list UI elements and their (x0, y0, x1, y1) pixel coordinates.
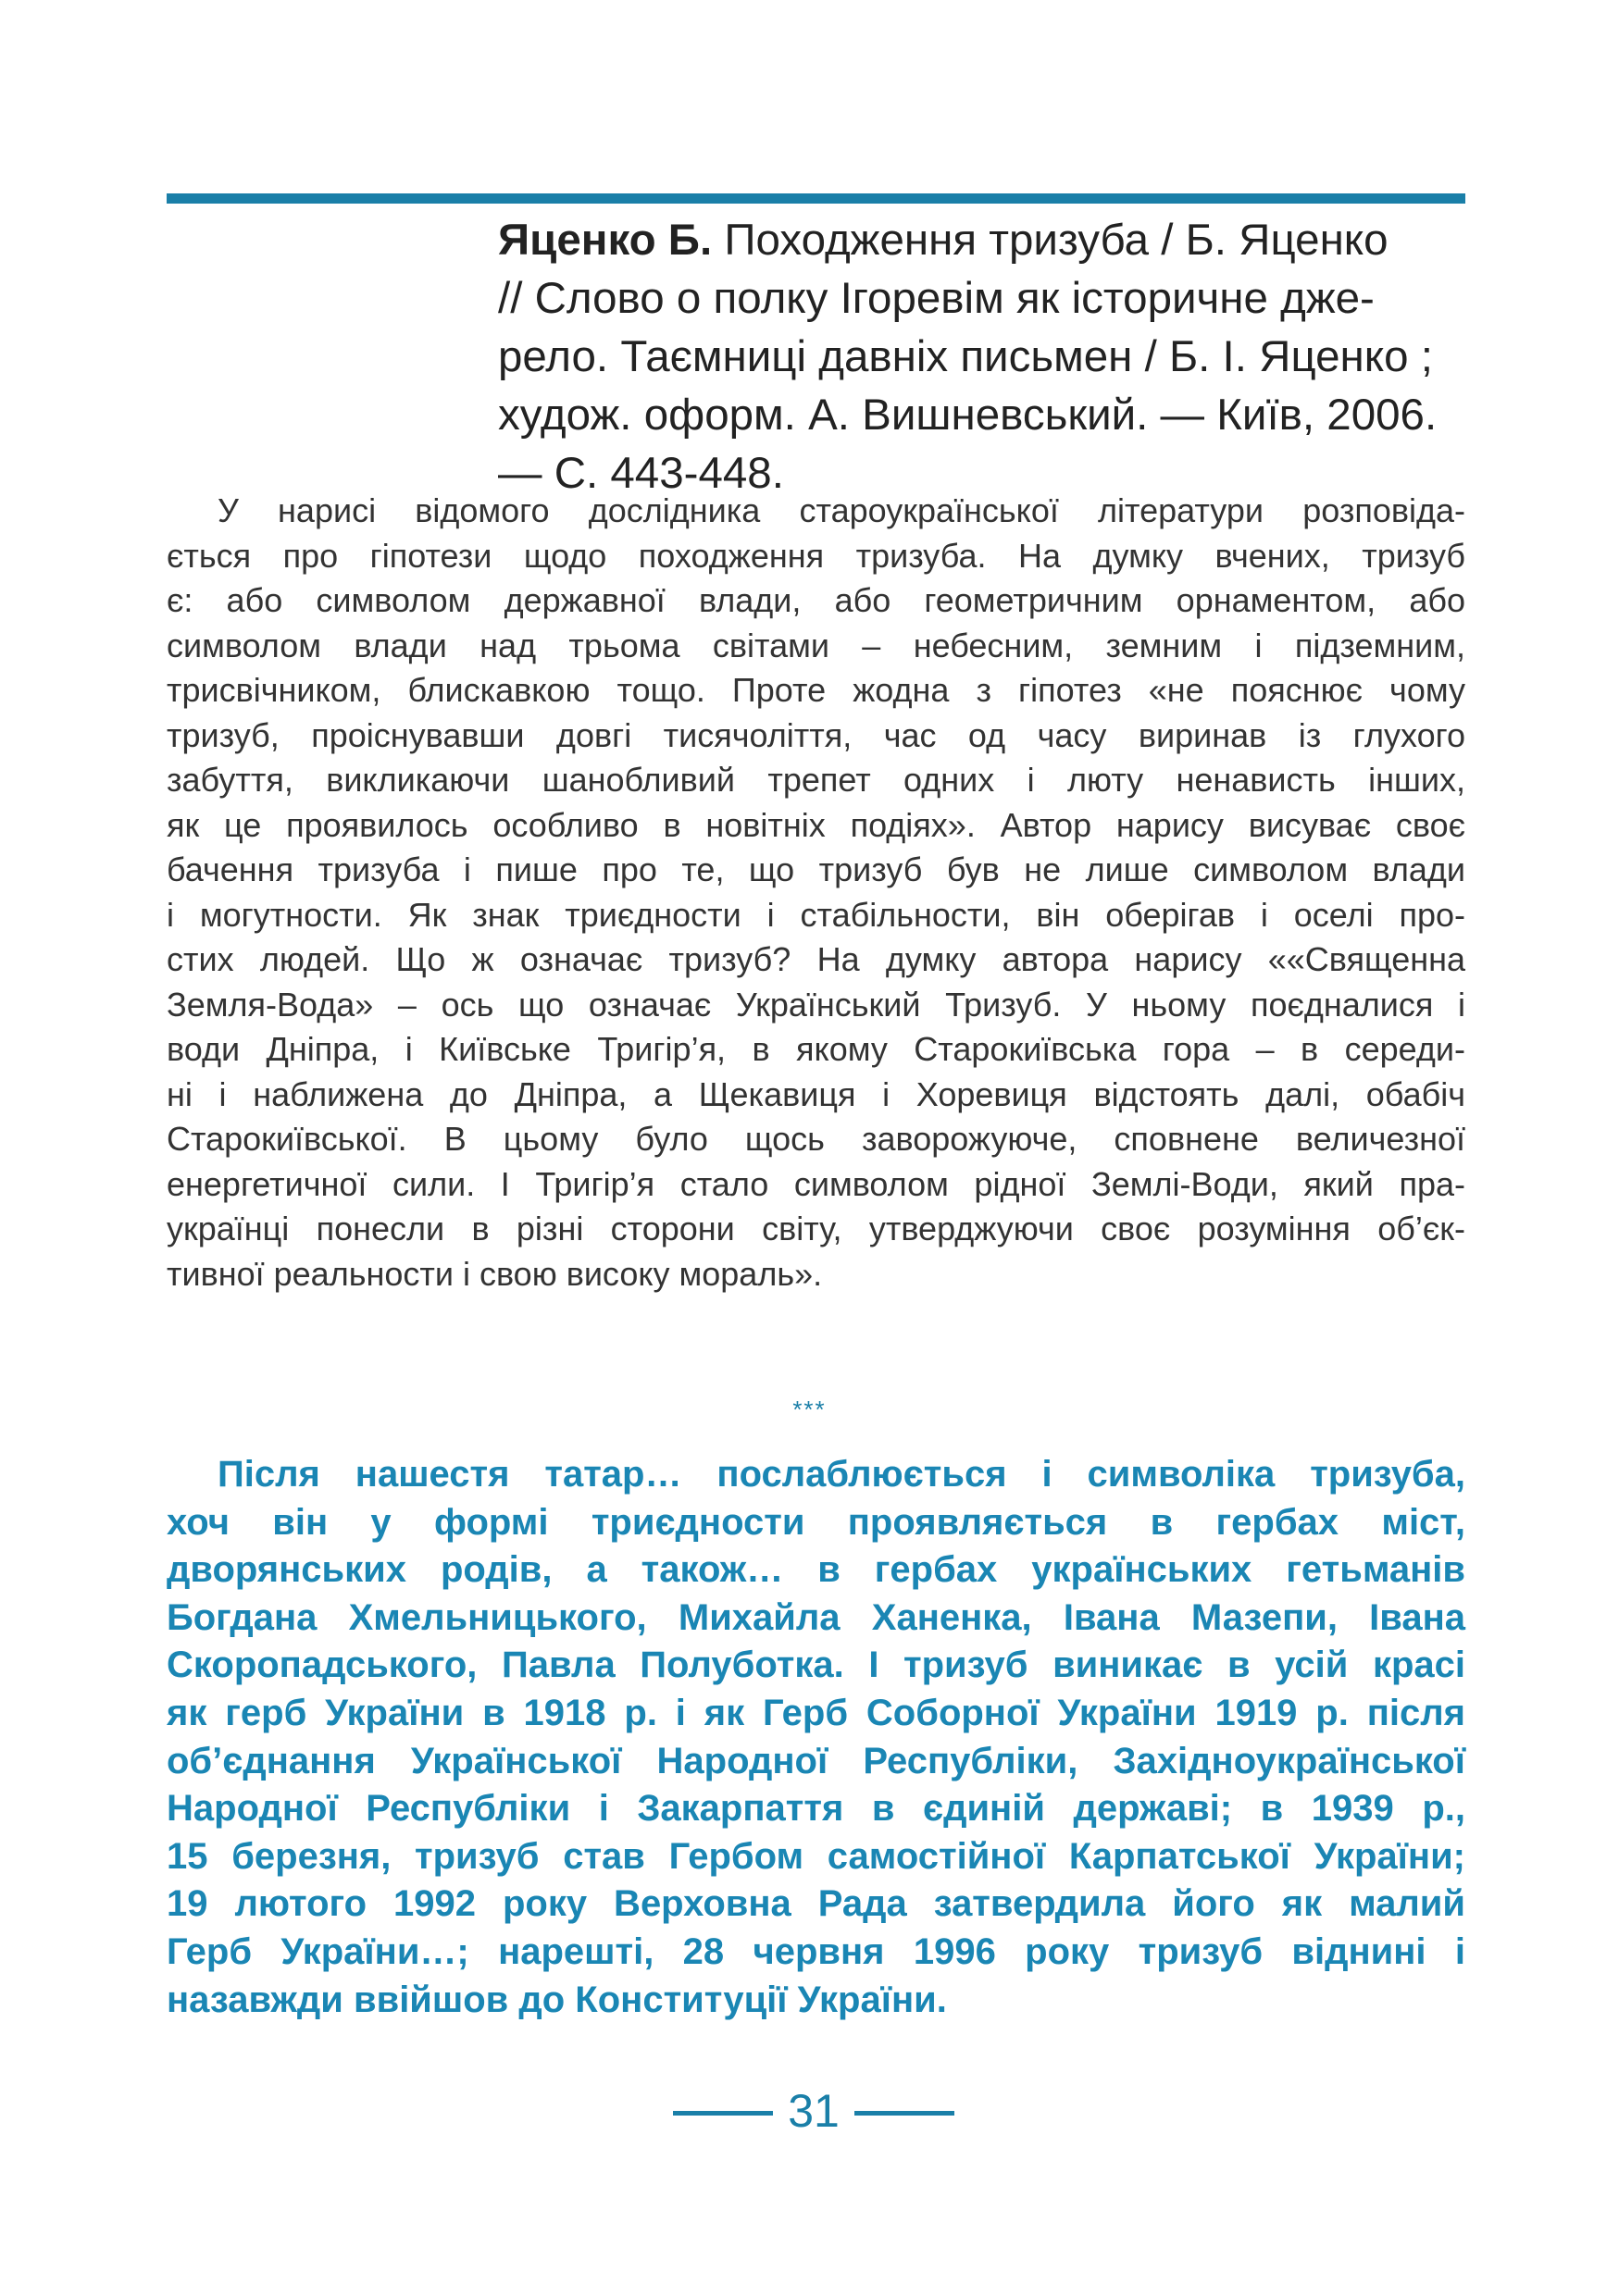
quote-line: Скоропадського, Павла Полуботка. І тризуб виникає в усій красі (167, 1644, 1465, 1686)
page-footer (0, 2079, 1619, 2143)
quote-line: хоч він у формі триєдности проявляється в гербах міст, (167, 1501, 1465, 1543)
quote-line: Народної Республіки і Закарпаття в єдиній державі; в 1939 р., (167, 1788, 1465, 1830)
abstract-line: тризуб, проіснувавши довгі тисячоліття, час од часу виринав із глухого (167, 715, 1465, 754)
abstract-line: трисвічником, блискавкою тощо. Проте жодна з гіпотез «не пояснює чому (167, 671, 1465, 709)
quote-line: 19 лютого 1992 року Верховна Рада затвердила його як малий (167, 1883, 1465, 1925)
abstract-line: Старокиївської. В цьому було щось заворожуюче, сповнене величезної (167, 1120, 1465, 1158)
quote-line: Богдана Хмельницького, Михайла Ханенка, Івана Мазепи, Івана (167, 1596, 1465, 1638)
highlighted-quote (167, 1451, 1465, 2024)
quote-line: назавжди ввійшов до Конституції України. (167, 1979, 947, 2020)
section-separator: *** (792, 1396, 827, 1423)
abstract-line: і могутности. Як знак триєдности і стабільности, він оберігав і оселі про- (167, 895, 1465, 934)
citation-author: Яценко Б. (498, 216, 713, 265)
abstract-line: стих людей. Що ж означає тризуб? На думку автора нарису ««Священна (167, 940, 1465, 978)
abstract-line: ється про гіпотези щодо походження тризуба. На думку вчених, тризуб (167, 536, 1465, 575)
quote-line: 15 березня, тризуб став Гербом самостійної Карпатської України; (167, 1835, 1465, 1877)
quote-line: об’єднання Української Народної Республіки, Західноукраїнської (167, 1740, 1465, 1781)
quote-line: дворянських родів, а також… в гербах українських гетьманів (167, 1549, 1465, 1591)
abstract-line: українці понесли в різні сторони світу, утверджуючи своє розуміння об’єк- (167, 1210, 1465, 1247)
abstract-paragraph (167, 489, 1465, 1297)
abstract-line: ні і наближена до Дніпра, а Щекавиця і Хоревиця відстоять далі, обабіч (167, 1074, 1465, 1113)
footer-rule-left (673, 2111, 773, 2116)
citation-line-4: худож. оформ. А. Вишневський. — Київ, 2006. (498, 391, 1438, 440)
top-rule (167, 193, 1465, 204)
abstract-line: тивної реальности і свою високу мораль». (167, 1254, 823, 1293)
abstract-line: символом влади над трьома світами – небесним, земним і підземним, (167, 626, 1465, 664)
abstract-line: енергетичної сили. І Тригір’я стало символом рідної Землі-Води, який пра- (167, 1164, 1465, 1203)
citation-line-3: рело. Таємниці давніх письмен / Б. І. Яценко ; (498, 332, 1433, 381)
quote-line: Герб України…; нарешті, 28 червня 1996 року тризуб віднині і (167, 1930, 1465, 1972)
footer-rule-right (854, 2111, 954, 2116)
abstract-line: забуття, викликаючи шанобливий трепет одних і люту ненависть інших, (167, 761, 1465, 799)
quote-line: як герб України в 1918 р. і як Герб Соборної України 1919 р. після (167, 1692, 1465, 1733)
page-number: 31 (788, 2085, 840, 2137)
abstract-line: Земля-Вода» – ось що означає Український Тризуб. У ньому поєдналися і (167, 985, 1465, 1024)
abstract-line: є: або символом державної влади, або геометричним орнаментом, або (167, 581, 1465, 619)
quote-line: Після нашестя татар… послаблюється і символіка тризуба, (218, 1454, 1465, 1495)
citation-line-2: // Слово о полку Ігоревім як історичне дже- (498, 274, 1375, 323)
abstract-line: води Дніпра, і Київське Тригір’я, в якому Старокиївська гора – в середи- (167, 1030, 1465, 1068)
abstract-line: бачення тризуба і пише про те, що тризуб був не лише символом влади (167, 850, 1465, 888)
citation-line-1 (498, 211, 1479, 269)
citation-line-5: — С. 443-448. (498, 449, 784, 498)
citation-title: Походження тризуба / Б. Яценко (712, 216, 1389, 265)
abstract-line: як це проявилось особливо в новітніх подіях». Автор нарису висуває своє (167, 805, 1465, 844)
bibliographic-citation (498, 211, 1479, 503)
abstract-line: У нарисі відомого дослідника староукраїнської літератури розповіда- (218, 491, 1465, 529)
